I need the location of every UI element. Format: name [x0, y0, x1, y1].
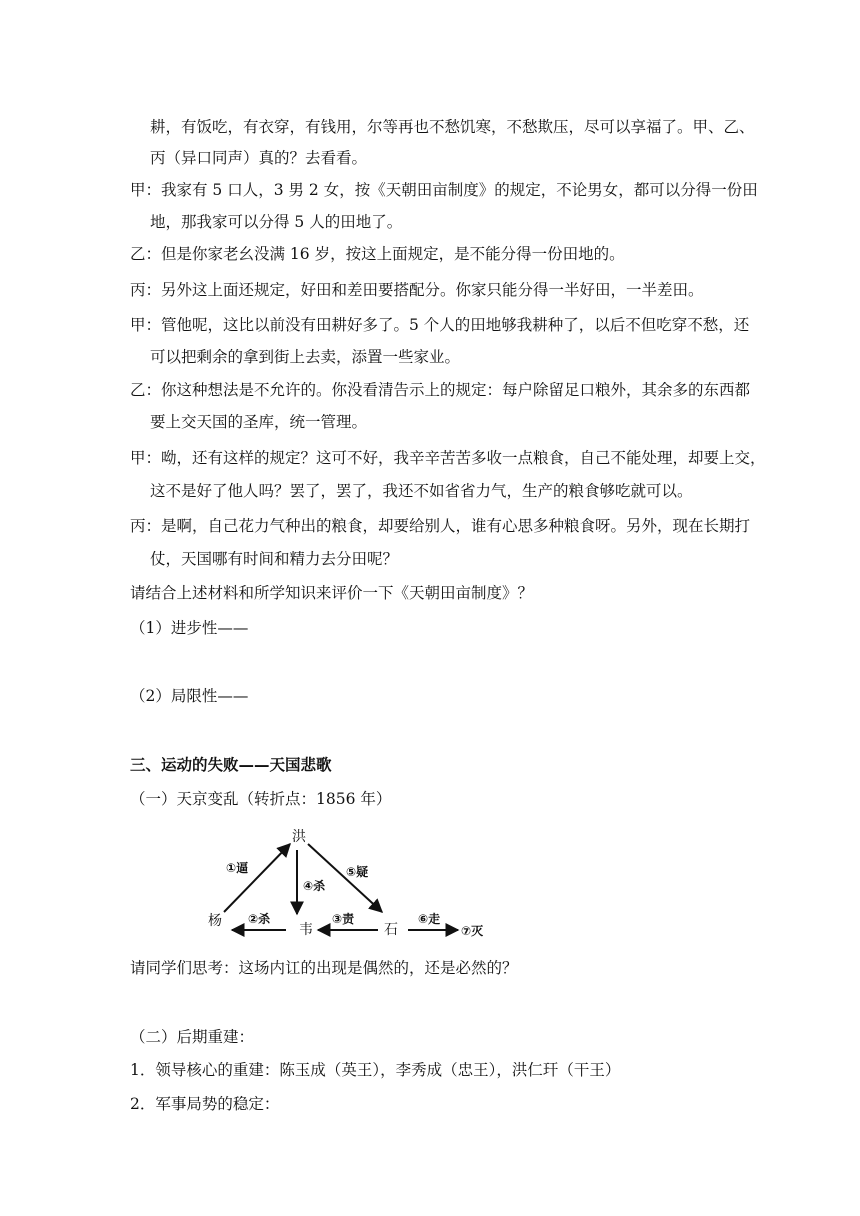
dialogue-line: 乙：但是你家老幺没满 16 岁，按这上面规定，是不能分得一份田地的。 [130, 245, 625, 263]
edge-label: ③责 [332, 912, 355, 926]
edge-label: ⑤疑 [346, 865, 369, 879]
dialogue-line: 耕，有饭吃，有衣穿，有钱用，尔等再也不愁饥寒，不愁欺压，尽可以享福了。甲、乙、 [150, 118, 755, 136]
node-hong: 洪 [292, 829, 306, 845]
edge-label: ①逼 [226, 861, 249, 875]
dialogue-line: 地，那我家可以分得 5 人的田地了。 [150, 213, 403, 231]
node-wei: 韦 [299, 922, 313, 938]
node-yang: 杨 [208, 913, 222, 929]
edge-label: ②杀 [248, 912, 271, 926]
edge-yang-to-hong [224, 844, 290, 912]
dialogue-line: 甲：呦，还有这样的规定？这可不好，我辛辛苦苦多收一点粮食，自己不能处理，却要上交， [130, 449, 766, 467]
subsection-heading: （二）后期重建： [130, 1028, 255, 1046]
section-heading: 三、运动的失败——天国悲歌 [130, 756, 332, 774]
answer-item-limitation: （2）局限性—— [130, 687, 249, 705]
question-text: 请同学们思考：这场内讧的出现是偶然的，还是必然的？ [130, 959, 518, 977]
edge-hong-to-shi [308, 844, 382, 912]
answer-item-progressive: （1）进步性—— [130, 619, 249, 637]
node-shi: 石 [384, 922, 398, 938]
dialogue-line: 丙（异口同声）真的？去看看。 [150, 149, 368, 167]
question-text: 请结合上述材料和所学知识来评价一下《天朝田亩制度》？ [130, 584, 534, 602]
subsection-heading: （一）天京变乱（转折点：1856 年） [130, 790, 392, 808]
edge-label: ④杀 [303, 879, 326, 893]
edge-label: ⑥走 [418, 912, 441, 926]
dialogue-line: 要上交天国的圣库，统一管理。 [150, 413, 368, 431]
dialogue-line: 这不是好了他人吗？罢了，罢了，我还不如省省力气，生产的粮食够吃就可以。 [150, 482, 693, 500]
dialogue-line: 甲：我家有 5 口人，3 男 2 女，按《天朝田亩制度》的规定，不论男女，都可以分得一份田 [130, 181, 758, 199]
edge-label: ⑦灭 [461, 924, 484, 938]
list-item: 2．军事局势的稳定： [130, 1095, 280, 1113]
tianjing-incident-diagram [196, 822, 496, 944]
dialogue-line: 仗，天国哪有时间和精力去分田呢？ [150, 550, 399, 568]
dialogue-line: 可以把剩余的拿到街上去卖，添置一些家业。 [150, 348, 461, 366]
dialogue-line: 乙：你这种想法是不允许的。你没看清告示上的规定：每户除留足口粮外，其余多的东西都 [130, 381, 751, 399]
dialogue-line: 丙：另外这上面还规定，好田和差田要搭配分。你家只能分得一半好田，一半差田。 [130, 281, 704, 299]
list-item: 1．领导核心的重建：陈玉成（英王），李秀成（忠王），洪仁玕（干王） [130, 1061, 621, 1079]
dialogue-line: 丙：是啊，自己花力气种出的粮食，却要给别人，谁有心思多种粮食呀。另外，现在长期打 [130, 517, 751, 535]
dialogue-line: 甲：管他呢，这比以前没有田耕好多了。5 个人的田地够我耕种了，以后不但吃穿不愁，还 [130, 316, 750, 334]
